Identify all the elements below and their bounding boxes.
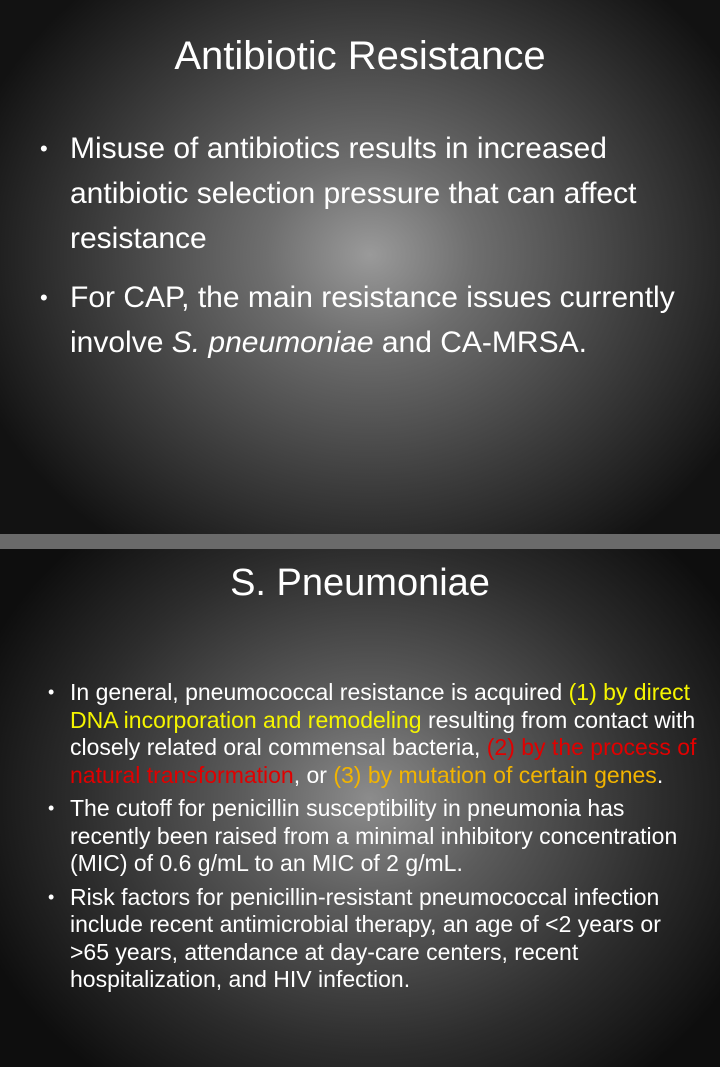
slide-title: S. Pneumoniae: [230, 562, 490, 604]
bullet-item-misuse: [40, 126, 680, 261]
bullet-icon: •: [40, 285, 48, 310]
bullet-icon: •: [48, 798, 55, 818]
bullet-item-cap: [40, 275, 680, 365]
bullet-text: Misuse of antibiotics results in increased antibiotic selection pressure that can affect resistance: [70, 132, 637, 255]
bullet-icon: •: [40, 136, 48, 161]
mechanism-2-text: (2) by the process of natural transformation: [70, 734, 697, 788]
bullet-text: Risk factors for penicillin-resistant pneumococcal infection include recent antimicrobial therapy, an age of <2 years or >65 years, attendance at day-care centers, recent hospitalization, and HIV infection.: [70, 883, 661, 992]
organism-name: S. pneumoniae: [171, 326, 374, 359]
bullet-text-connector: , or: [293, 761, 334, 788]
bullet-item-mic-cutoff: [48, 795, 698, 878]
bullet-text-middle: resulting from contact with closely related oral commensal bacteria,: [70, 706, 696, 760]
bullet-item-risk-factors: [48, 884, 698, 994]
bullet-list: [48, 679, 698, 1000]
bullet-text-part2: and CA-MRSA.: [373, 326, 587, 359]
slide-title: Antibiotic Resistance: [174, 34, 546, 78]
slide-s-pneumoniae: [0, 549, 720, 1067]
mechanism-3-text: (3) by mutation of certain genes: [333, 761, 657, 788]
bullet-icon: •: [48, 886, 55, 907]
bullet-text-end: .: [656, 761, 664, 788]
bullet-text-intro: In general, pneumococcal resistance is acquired: [70, 679, 569, 705]
mechanism-1-text: (1) by direct DNA incorporation and remodeling: [70, 679, 691, 733]
bullet-text: The cutoff for penicillin susceptibility in pneumonia has recently been raised from a minimal inhibitory concentration (MIC) of 0.6 g/mL to an MIC of 2 g/mL.: [70, 795, 678, 876]
bullet-text-part1: For CAP, the main resistance issues currently involve: [70, 281, 675, 359]
bullet-list: [40, 126, 680, 379]
slide-divider: [0, 534, 720, 549]
bullet-item-resistance-mechanisms: [48, 679, 698, 789]
bullet-icon: •: [48, 682, 55, 702]
